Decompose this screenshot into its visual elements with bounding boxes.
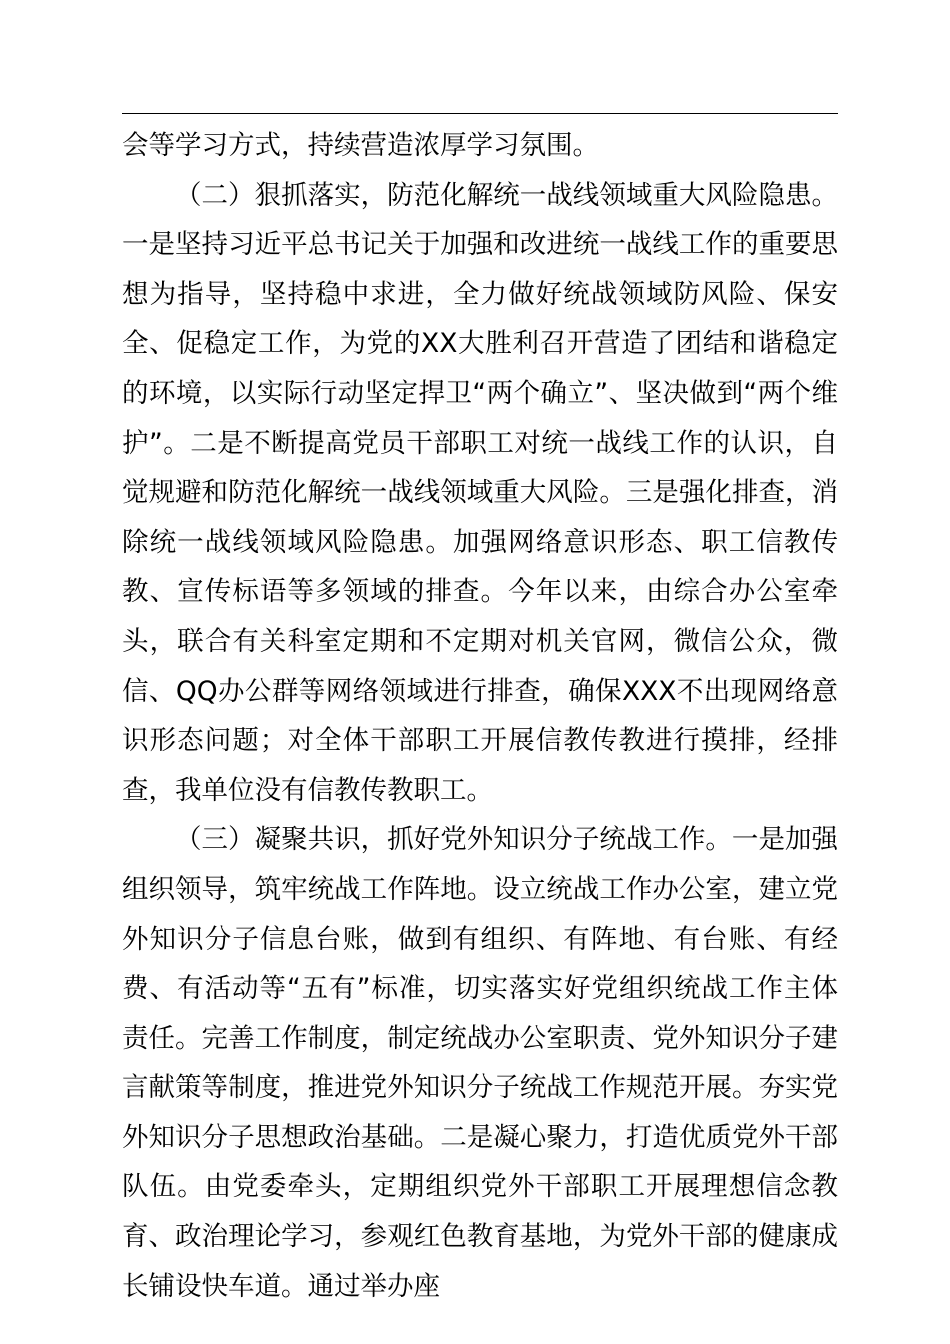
paragraph-section-three: （三）凝聚共识，抓好党外知识分子统战工作。一是加强组织领导，筑牢统战工作阵地。设立统战工作办公室，建立党外知识分子信息台账，做到有组织、有阵地、有台账、有经费、有活动等“五有”标准，切实落实好党组织统战工作主体责任。完善工作制度，制定统战办公室职责、党外知识分子建言献策等制度，推进党外知识分子统战工作规范开展。夯实党外知识分子思想政治基础。二是凝心聚力，打造优质党外干部队伍。由党委牵头，定期组织党外干部职工开展理想信念教育、政治理论学习，参观红色教育基地，为党外干部的健康成长铺设快车道。通过举办座: [122, 824, 838, 1302]
header-rule: [122, 113, 838, 114]
paragraph-section-two: （二）狠抓落实，防范化解统一战线领域重大风险隐患。一是坚持习近平总书记关于加强和改进统一战线工作的重要思想为指导，坚持稳中求进，全力做好统战领域防风险、保安全、促稳定工作，为党的XX大胜利召开营造了团结和谐稳定的环境，以实际行动坚定捍卫“两个确立”、坚决做到“两个维护”。二是不断提高党员干部职工对统一战线工作的认识，自觉规避和防范化解统一战线领域重大风险。三是强化排查，消除统一战线领域风险隐患。加强网络意识形态、职工信教传教、宣传标语等多领域的排查。今年以来，由综合办公室牵头，联合有关科室定期和不定期对机关官网，微信公众，微信、QQ办公群等网络领域进行排查，确保XXX不出现网络意识形态问题；对全体干部职工开展信教传教进行摸排，经排查，我单位没有信教传教职工。: [122, 179, 838, 806]
document-body: [122, 121, 838, 1311]
paragraph-continuation: 会等学习方式，持续营造浓厚学习氛围。: [122, 130, 599, 161]
